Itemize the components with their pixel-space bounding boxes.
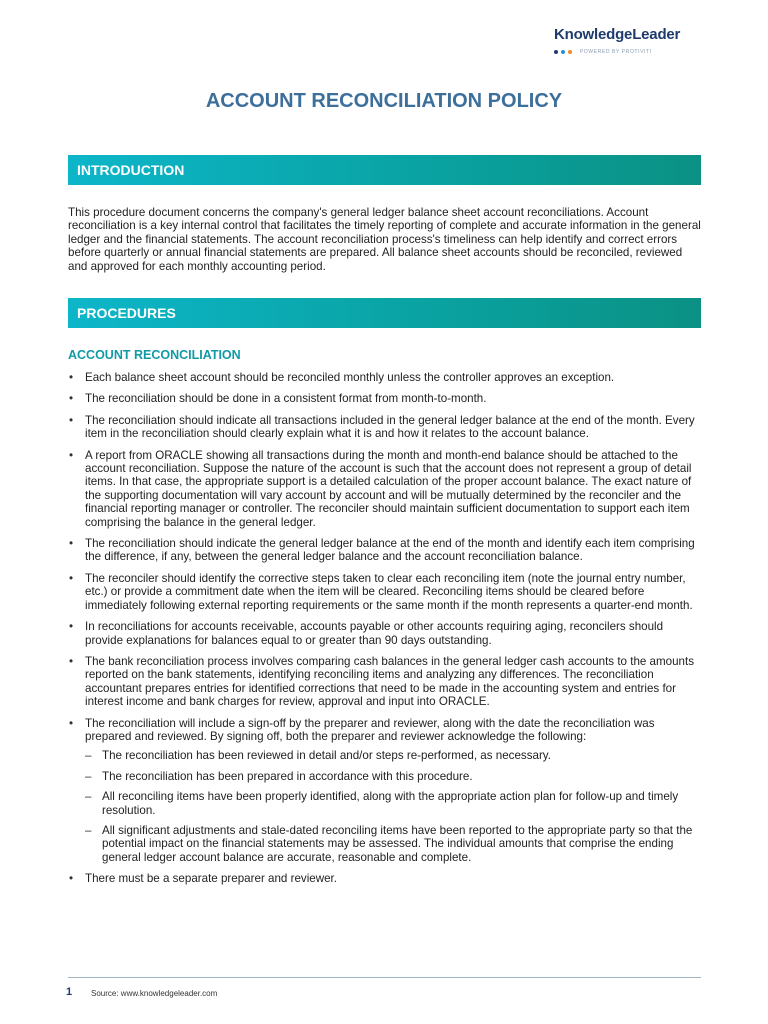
procedure-item-text: There must be a separate preparer and reviewer. — [85, 872, 337, 886]
brand-dot-orange — [568, 50, 572, 54]
procedure-item — [68, 655, 704, 709]
procedure-item — [68, 449, 704, 529]
brand-logo — [554, 26, 700, 55]
document-title: ACCOUNT RECONCILIATION POLICY — [205, 90, 563, 112]
procedure-item — [68, 872, 704, 885]
procedure-item-text: Each balance sheet account should be reconciled monthly unless the controller approves an exception. — [85, 371, 615, 384]
brand-dot-navy — [554, 50, 558, 54]
footer-divider — [68, 977, 701, 978]
procedure-item-text: The reconciliation should indicate all transactions included in the general ledger balance at the end of the month. Every item in the reconciliation should clearly explain what it is and how it relates to the account balance. — [85, 413, 695, 441]
brand-dot-blue — [561, 50, 565, 54]
signoff-list — [85, 749, 704, 864]
account-reconciliation-subheading: ACCOUNT RECONCILIATION — [68, 348, 241, 362]
procedure-item-text: The reconciliation will include a sign-off by the preparer and reviewer, along with the date the reconciliation was prepared and reviewed. By signing off, both the preparer and reviewer acknowledge the following: — [85, 716, 655, 743]
procedure-item-text: The reconciler should identify the corrective steps taken to clear each reconciling item (note the journal entry number, etc.) or provide a commitment date when the item will be cleared. Reconciling items should be cleared before immediately following external reporting requirements or the same month if the month represents a quarter-end month. — [85, 571, 693, 612]
procedures-heading: PROCEDURES — [68, 298, 701, 328]
procedure-item-text: A report from ORACLE showing all transactions during the month and month-end balance should be attached to the account reconciliation. Suppose the nature of the account is such that the account does not represent a group of detail items. In that case, the appropriate support is a detailed calculation of the proper account balance. The exact nature of the supporting documentation will vary account by account and will be mutually determined by the reconciler and the financial reporting manager or controller. The reconciler should maintain sufficient documentation to support each item comprising the balance in the general ledger. — [85, 448, 692, 529]
footer-source: Source: www.knowledgeleader.com — [91, 989, 218, 998]
procedure-item — [68, 537, 704, 564]
brand-tagline: POWERED BY PROTIVITI — [580, 49, 652, 55]
signoff-item: – All reconciling items have been properly identified, along with the appropriate action plan for follow-up and timely resolution. — [85, 790, 704, 817]
signoff-item: – The reconciliation has been prepared in accordance with this procedure. — [85, 770, 704, 783]
signoff-item: – The reconciliation has been reviewed in detail and/or steps re-performed, as necessary. — [85, 749, 704, 762]
procedure-item-text: The reconciliation should indicate the general ledger balance at the end of the month and identify each item comprising the difference, if any, between the general ledger balance and the account reconciliation balance. — [85, 537, 695, 564]
brand-dots-icon — [554, 50, 572, 54]
procedure-item-text: In reconciliations for accounts receivable, accounts payable or other accounts requiring aging, reconcilers should provide explanations for balances equal to or greater than 90 days outstanding. — [85, 620, 664, 647]
procedure-item — [68, 414, 704, 441]
procedure-item-text: The reconciliation should be done in a consistent format from month-to-month. — [85, 392, 487, 406]
signoff-item: – All significant adjustments and stale-dated reconciling items have been reported to the appropriate party so that the potential impact on the financial statements may be assessed. The individual amounts that comprise the ending general ledger account balance are accurate, reasonable and complete. — [85, 824, 704, 864]
procedure-item — [68, 572, 704, 612]
procedure-item — [68, 620, 704, 647]
page-number: 1 — [66, 986, 73, 998]
introduction-body: This procedure document concerns the company's general ledger balance sheet account reconciliations. Account reconciliation is a key internal control that facilitates the timely reporting of complete and accurate information in the general ledger and the financial statements. The account reconciliation process's timeliness can help identify and correct errors before quarterly or annual financial statements are prepared. All balance sheet accounts should be reconciled, reviewed and approved for each monthly accounting period. — [68, 206, 701, 273]
introduction-heading: INTRODUCTION — [68, 155, 701, 185]
procedure-item — [68, 392, 704, 405]
brand-name: KnowledgeLeader — [554, 26, 681, 43]
procedure-item — [68, 717, 704, 865]
procedure-list — [68, 371, 704, 894]
procedure-item — [68, 371, 704, 384]
procedure-item-text: The bank reconciliation process involves comparing cash balances in the general ledger cash accounts to the amounts reported on the bank statements, identifying reconciling items and analyzing any differences. The reconciliation accountant prepares entries for identified corrections that need to be made in the accounting system and entries for interest income and bank charges for review, approval and input into ORACLE. — [85, 654, 695, 709]
brand-sub — [554, 49, 700, 55]
